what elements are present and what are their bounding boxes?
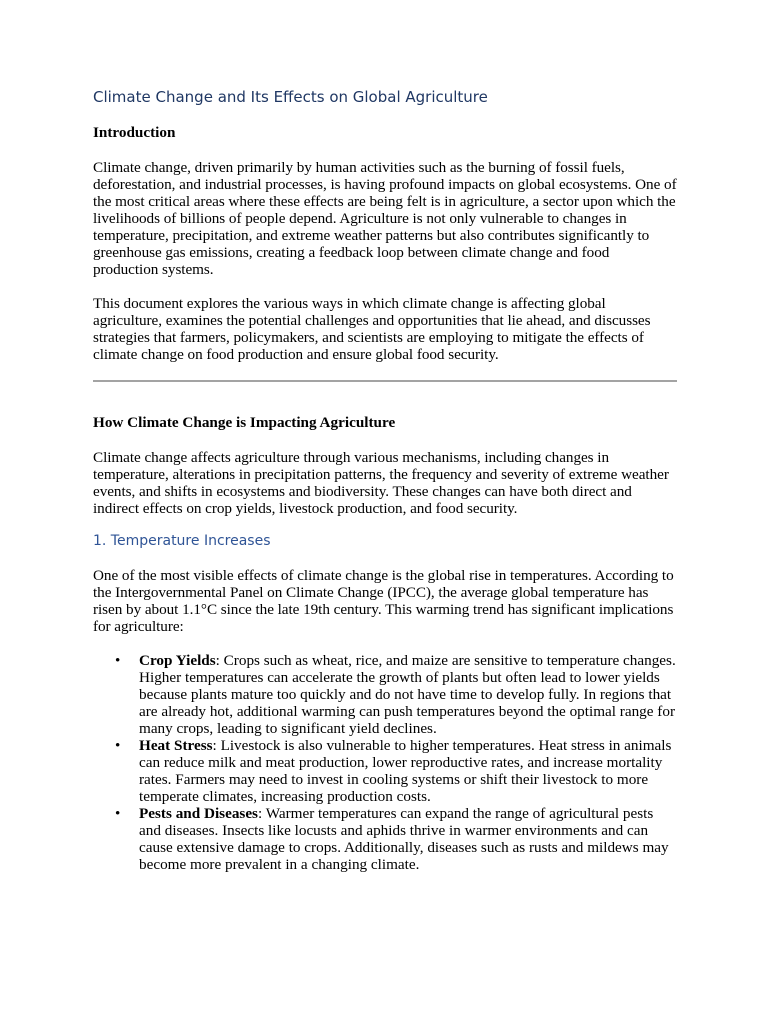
bullet-icon: • <box>115 737 121 754</box>
temperature-heading: 1. Temperature Increases <box>93 533 271 549</box>
intro-paragraph-2: This document explores the various ways in which climate change is affecting global agriculture, examines the potential challenges and opportunities that lie ahead, and discusses strategies that farmers, policymakers, and scientists are employing to mitigate the effects of climate change on food production and ensure global food security. <box>93 295 651 363</box>
temperature-bullet-list <box>93 652 677 873</box>
temperature-paragraph-1: One of the most visible effects of climate change is the global rise in temperatures. According to the Intergovernmental Panel on Climate Change (IPCC), the average global temperature has risen by about 1.1°C since the late 19th century. This warming trend has significant implications for agriculture: <box>93 567 674 635</box>
list-item <box>93 652 677 737</box>
impact-heading: How Climate Change is Impacting Agriculture <box>93 414 396 431</box>
intro-paragraph-1: Climate change, driven primarily by human activities such as the burning of fossil fuels, deforestation, and industrial processes, is having profound impacts on global ecosystems. One of the most critical areas where these effects are being felt is in agriculture, a sector upon which the livelihoods of billions of people depend. Agriculture is not only vulnerable to changes in temperature, precipitation, and extreme weather patterns but also contributes significantly to greenhouse gas emissions, creating a feedback loop between climate change and food production systems. <box>93 159 677 278</box>
bullet-text: : Warmer temperatures can expand the range of agricultural pests and diseases. Insects like locusts and aphids thrive in warmer environments and can cause extensive damage to crops. Additionally, diseases such as rusts and mildews may become more prevalent in a changing climate. <box>139 805 669 873</box>
bullet-term: Crop Yields <box>139 652 216 669</box>
impact-paragraph-1: Climate change affects agriculture through various mechanisms, including changes in temperature, alterations in precipitation patterns, the frequency and severity of extreme weather events, and shifts in ecosystems and biodiversity. These changes can have both direct and indirect effects on crop yields, livestock production, and food security. <box>93 449 669 517</box>
bullet-term: Pests and Diseases <box>139 805 258 822</box>
bullet-text: : Livestock is also vulnerable to higher temperatures. Heat stress in animals can reduce milk and meat production, lower reproductive rates, and increase mortality rates. Farmers may need to invest in cooling systems or shift their livestock to more temperate climates, increasing production costs. <box>139 737 672 805</box>
list-item <box>93 737 677 805</box>
bullet-icon: • <box>115 652 121 669</box>
bullet-term: Heat Stress <box>139 737 213 754</box>
document-title: Climate Change and Its Effects on Global Agriculture <box>93 88 488 106</box>
document-body <box>93 86 677 873</box>
bullet-icon: • <box>115 805 121 822</box>
list-item <box>93 805 677 873</box>
intro-heading: Introduction <box>93 124 176 141</box>
section-divider <box>93 380 677 382</box>
bullet-text: : Crops such as wheat, rice, and maize are sensitive to temperature changes. Higher temperatures can accelerate the growth of plants but often lead to lower yields because plants mature too quickly and do not have time to develop fully. In regions that are already hot, additional warming can push temperatures beyond the optimal range for many crops, leading to significant yield declines. <box>139 652 676 737</box>
